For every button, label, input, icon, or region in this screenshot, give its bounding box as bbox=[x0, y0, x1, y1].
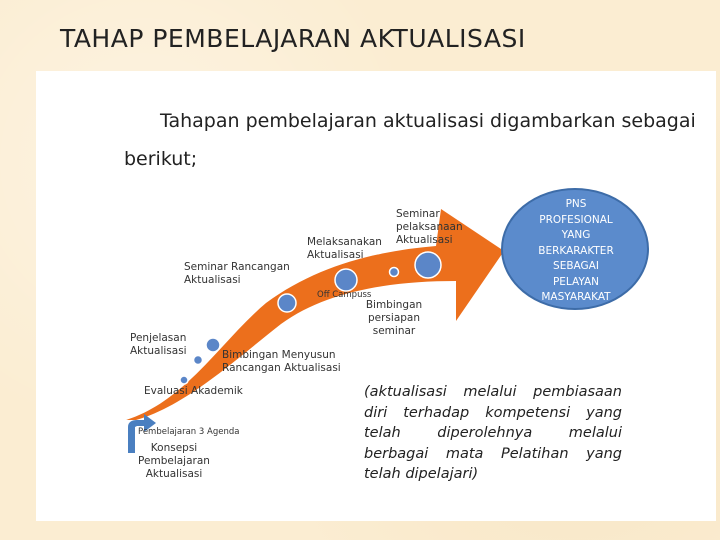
node-bimbingan-seminar bbox=[390, 268, 399, 277]
stage-konsepsi bbox=[124, 442, 224, 481]
slide-title: TAHAP PEMBELAJARAN AKTUALISASI bbox=[60, 24, 526, 53]
stage-bimbingan-seminar bbox=[363, 299, 425, 338]
goal-line: PNS bbox=[565, 198, 587, 210]
stage-bimbingan-seminar-line: Bimbingan bbox=[365, 299, 423, 311]
content-panel bbox=[36, 71, 716, 521]
stage-seminar-pelaksanaan-line: pelaksanaan bbox=[396, 221, 463, 233]
stage-melaksanakan-line: Aktualisasi bbox=[307, 249, 364, 261]
node-penjelasan-small bbox=[194, 356, 203, 365]
stage-penjelasan-line: Aktualisasi bbox=[130, 345, 187, 357]
intro-line-2: berikut; bbox=[124, 148, 198, 170]
stage-off-campuss: Off Campuss bbox=[317, 290, 372, 300]
stage-penjelasan bbox=[130, 332, 187, 358]
stage-seminar-rancangan-line: Seminar Rancangan bbox=[184, 261, 290, 273]
stage-seminar-pelaksanaan bbox=[396, 208, 463, 247]
goal-line: PROFESIONAL bbox=[539, 213, 613, 226]
stage-seminar-pelaksanaan-line: Seminar bbox=[396, 208, 440, 220]
stage-bimbingan-menyusun bbox=[222, 349, 341, 375]
goal-line: MASYARAKAT bbox=[541, 291, 611, 303]
stage-bimbingan-seminar-line: persiapan bbox=[367, 312, 421, 324]
goal-line: PELAYAN bbox=[552, 275, 600, 288]
stage-melaksanakan-line: Melaksanakan bbox=[307, 236, 382, 248]
stage-seminar-rancangan-line: Aktualisasi bbox=[184, 274, 241, 286]
stage-konsepsi-line: Aktualisasi bbox=[145, 468, 203, 480]
stage-seminar-rancangan bbox=[184, 261, 290, 287]
stage-konsepsi-line: Konsepsi bbox=[150, 442, 198, 454]
stage-melaksanakan bbox=[307, 236, 382, 262]
stage-konsepsi-line: Pembelajaran bbox=[138, 455, 210, 467]
note-paragraph: (aktualisasi melalui pembiasaan diri terhadap kompetensi yang telah diperolehnya melalui berbagai mata Pelatihan yang telah dipelajari) bbox=[364, 384, 622, 482]
node-seminar-pelaksanaan bbox=[415, 252, 441, 278]
goal-line: YANG bbox=[561, 229, 591, 241]
node-evaluasi bbox=[180, 376, 188, 384]
goal-line: BERKARAKTER bbox=[538, 244, 614, 257]
intro-line-1: Tahapan pembelajaran aktualisasi digambarkan sebagai bbox=[160, 110, 696, 132]
stage-penjelasan-line: Penjelasan bbox=[130, 332, 187, 344]
stage-bimbingan-menyusun-line: Bimbingan Menyusun bbox=[222, 349, 336, 361]
stage-bimbingan-seminar-line: seminar bbox=[372, 325, 416, 337]
node-seminar-rancangan bbox=[278, 294, 296, 312]
stage-seminar-pelaksanaan-line: Aktualisasi bbox=[396, 234, 453, 246]
goal-line: SEBAGAI bbox=[553, 260, 599, 272]
node-melaksanakan bbox=[335, 269, 357, 291]
stage-bimbingan-menyusun-line: Rancangan Aktualisasi bbox=[222, 362, 341, 374]
goal-label bbox=[504, 197, 648, 306]
start-label: Pembelajaran 3 Agenda bbox=[138, 427, 240, 437]
stage-evaluasi: Evaluasi Akademik bbox=[144, 385, 243, 397]
node-penjelasan bbox=[206, 338, 220, 352]
